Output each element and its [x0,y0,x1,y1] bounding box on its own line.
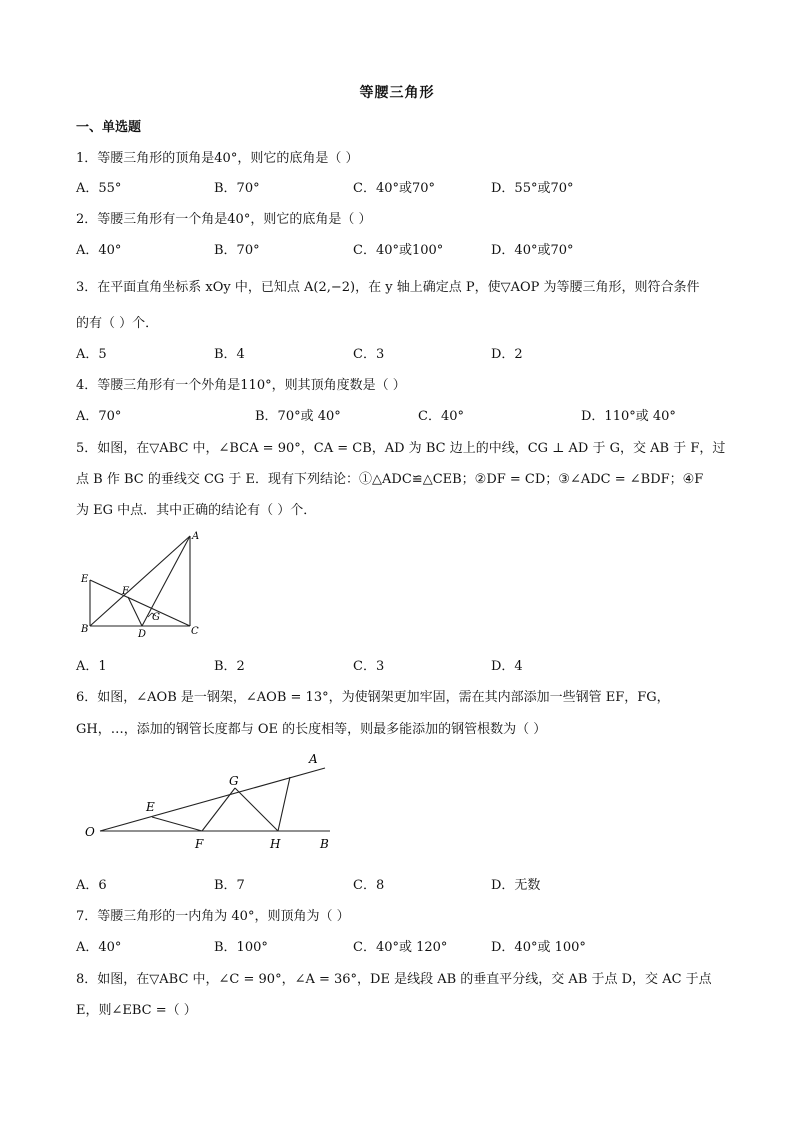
q5-label-b: B [81,624,89,635]
q3-option-a[interactable]: A．5 [76,347,107,362]
q6-label-f: F [195,837,204,851]
q5-stem-line-2: 点 B 作 BC 的垂线交 CG 于 E．现有下列结论：①△ADC≌△CEB；②DF = CD；③∠ADC = ∠BDF；④F [76,472,704,487]
q2-option-b[interactable]: B．70° [214,243,260,258]
q1-option-d[interactable]: D．55°或70° [491,181,574,196]
q4-option-c[interactable]: C．40° [418,409,464,424]
q8-stem-line-2: E，则∠EBC =（ ） [76,1003,197,1018]
q7-option-d[interactable]: D．40°或 100° [491,940,586,955]
q5-option-c[interactable]: C．3 [353,659,385,674]
q6-option-b[interactable]: B．7 [214,878,245,893]
q5-stem-line-1: 5．如图，在▽ABC 中，∠BCA = 90°，CA = CB，AD 为 BC 边上的中线，CG ⊥ AD 于 G，交 AB 于 F，过 [76,441,726,456]
q6-option-d[interactable]: D．无数 [491,878,541,893]
q5-stem-line-3: 为 EG 中点．其中正确的结论有（ ）个． [76,503,317,518]
q6-option-c[interactable]: C．8 [353,878,385,893]
q6-steel-frame-figure [80,748,340,858]
q6-label-o: O [85,825,95,839]
q5-label-d: D [138,629,147,640]
section-heading: 一、单选题 [76,120,142,135]
q1-option-c[interactable]: C．40°或70° [353,181,436,196]
q6-label-b: B [320,837,329,851]
q2-option-c[interactable]: C．40°或100° [353,243,444,258]
q7-stem: 7．等腰三角形的一内角为 40°，则顶角为（ ） [76,909,350,924]
page-title: 等腰三角形 [359,85,435,101]
q2-option-a[interactable]: A．40° [76,243,122,258]
q4-option-b[interactable]: B．70°或 40° [255,409,341,424]
q6-label-h: H [270,837,281,851]
q6-label-g: G [229,774,239,788]
q5-option-a[interactable]: A．1 [76,659,107,674]
q6-stem-line-1: 6．如图，∠AOB 是一钢架，∠AOB = 13°，为使钢架更加牢固，需在其内部添加一些钢管 EF，FG， [76,690,670,705]
q5-figure-lines [90,536,190,626]
q5-label-f: F [122,586,129,597]
q7-option-b[interactable]: B．100° [214,940,268,955]
q2-stem: 2．等腰三角形有一个角是40°，则它的底角是（ ） [76,212,372,227]
q5-option-d[interactable]: D．4 [491,659,523,674]
q3-option-d[interactable]: D．2 [491,347,523,362]
q3-stem-line-2: 的有（ ）个． [76,316,159,331]
q4-stem: 4．等腰三角形有一个外角是110°，则其顶角度数是（ ） [76,378,406,393]
q7-option-a[interactable]: A．40° [76,940,122,955]
q3-option-b[interactable]: B．4 [214,347,245,362]
q6-stem-line-2: GH，…，添加的钢管长度都与 OE 的长度相等，则最多能添加的钢管根数为（ ） [76,722,547,737]
q2-option-d[interactable]: D．40°或70° [491,243,574,258]
q5-label-c: C [191,626,199,637]
q8-stem-line-1: 8．如图，在▽ABC 中，∠C = 90°，∠A = 36°，DE 是线段 AB 的垂直平分线，交 AB 于点 D，交 AC 于点 [76,972,712,987]
q1-option-a[interactable]: A．55° [76,181,122,196]
q5-label-e: E [81,574,89,585]
q4-option-d[interactable]: D．110°或 40° [581,409,676,424]
q6-label-e: E [146,800,155,814]
q3-option-c[interactable]: C．3 [353,347,385,362]
q7-option-c[interactable]: C．40°或 120° [353,940,448,955]
q6-label-a: A [309,752,318,766]
q1-option-b[interactable]: B．70° [214,181,260,196]
q5-triangle-figure [80,528,210,643]
q5-option-b[interactable]: B．2 [214,659,245,674]
q4-option-a[interactable]: A．70° [76,409,122,424]
q6-option-a[interactable]: A．6 [76,878,107,893]
q6-figure-lines [100,768,330,831]
q5-label-g: G [152,612,160,623]
q1-stem: 1．等腰三角形的顶角是40°，则它的底角是（ ） [76,151,359,166]
q3-stem-line-1: 3．在平面直角坐标系 xOy 中，已知点 A(2,−2)，在 y 轴上确定点 P，使▽AOP 为等腰三角形，则符合条件 [76,280,700,295]
q5-label-a: A [192,531,200,542]
